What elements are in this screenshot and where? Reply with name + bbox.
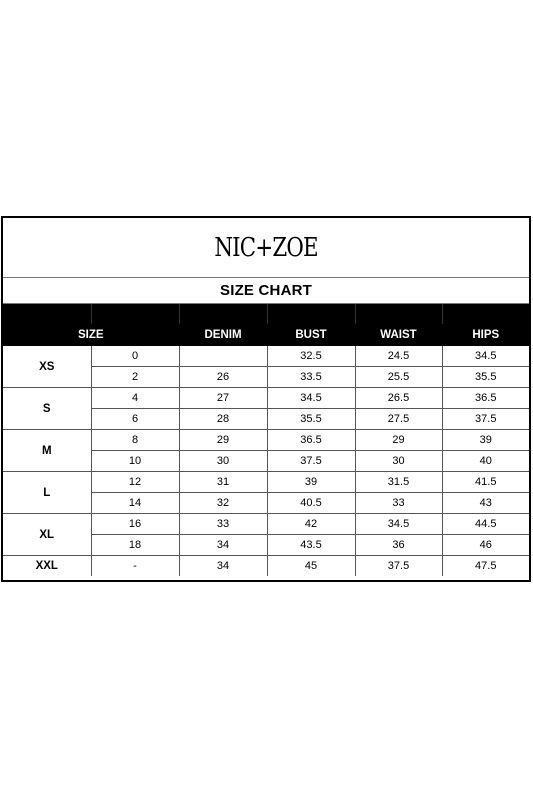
black-spacer-row <box>3 304 529 324</box>
table-row <box>3 556 529 577</box>
table-row <box>3 472 529 493</box>
logo-area <box>3 218 529 278</box>
cell-denim: 28 <box>179 409 267 430</box>
cell-hips: 41.5 <box>442 472 529 493</box>
cell-waist: 34.5 <box>355 514 442 535</box>
cell-denim: 30 <box>179 451 267 472</box>
header-size: SIZE <box>3 325 179 346</box>
cell-hips: 43 <box>442 493 529 514</box>
cell-denim: 34 <box>179 535 267 556</box>
cell-hips: 35.5 <box>442 367 529 388</box>
cell-waist: 24.5 <box>355 346 442 367</box>
cell-denim: 29 <box>179 430 267 451</box>
cell-waist: 37.5 <box>355 556 442 577</box>
size-label: L <box>3 472 91 514</box>
cell-num: 14 <box>91 493 179 514</box>
cell-num: 8 <box>91 430 179 451</box>
table-row <box>3 388 529 409</box>
cell-bust: 45 <box>267 556 355 577</box>
size-table <box>3 324 529 576</box>
cell-waist: 26.5 <box>355 388 442 409</box>
cell-waist: 31.5 <box>355 472 442 493</box>
cell-hips: 39 <box>442 430 529 451</box>
cell-num: 4 <box>91 388 179 409</box>
brand-logo: NIC+ZOE <box>214 232 318 263</box>
size-label: M <box>3 430 91 472</box>
cell-hips: 36.5 <box>442 388 529 409</box>
table-row <box>3 430 529 451</box>
cell-waist: 25.5 <box>355 367 442 388</box>
size-label: XXL <box>3 556 91 577</box>
cell-bust: 39 <box>267 472 355 493</box>
chart-title: SIZE CHART <box>3 278 529 304</box>
table-row <box>3 346 529 367</box>
header-row <box>3 325 529 346</box>
cell-bust: 33.5 <box>267 367 355 388</box>
header-hips: HIPS <box>442 325 529 346</box>
cell-bust: 43.5 <box>267 535 355 556</box>
cell-denim: 32 <box>179 493 267 514</box>
size-chart <box>1 216 531 582</box>
cell-num: 0 <box>91 346 179 367</box>
cell-denim: 27 <box>179 388 267 409</box>
cell-denim: 34 <box>179 556 267 577</box>
cell-bust: 42 <box>267 514 355 535</box>
cell-hips: 40 <box>442 451 529 472</box>
cell-hips: 37.5 <box>442 409 529 430</box>
cell-denim: 26 <box>179 367 267 388</box>
cell-bust: 34.5 <box>267 388 355 409</box>
cell-waist: 29 <box>355 430 442 451</box>
cell-waist: 27.5 <box>355 409 442 430</box>
cell-waist: 33 <box>355 493 442 514</box>
cell-num: - <box>91 556 179 577</box>
cell-hips: 44.5 <box>442 514 529 535</box>
cell-bust: 37.5 <box>267 451 355 472</box>
header-denim: DENIM <box>179 325 267 346</box>
cell-num: 6 <box>91 409 179 430</box>
cell-num: 18 <box>91 535 179 556</box>
cell-denim: 33 <box>179 514 267 535</box>
cell-bust: 32.5 <box>267 346 355 367</box>
cell-hips: 47.5 <box>442 556 529 577</box>
table-body <box>3 346 529 577</box>
header-waist: WAIST <box>355 325 442 346</box>
cell-num: 12 <box>91 472 179 493</box>
cell-num: 2 <box>91 367 179 388</box>
table-row <box>3 514 529 535</box>
cell-waist: 36 <box>355 535 442 556</box>
header-bust: BUST <box>267 325 355 346</box>
cell-bust: 35.5 <box>267 409 355 430</box>
cell-denim: 31 <box>179 472 267 493</box>
size-label: XS <box>3 346 91 388</box>
cell-hips: 34.5 <box>442 346 529 367</box>
cell-denim <box>179 346 267 367</box>
cell-num: 16 <box>91 514 179 535</box>
cell-num: 10 <box>91 451 179 472</box>
cell-bust: 40.5 <box>267 493 355 514</box>
cell-bust: 36.5 <box>267 430 355 451</box>
cell-hips: 46 <box>442 535 529 556</box>
cell-waist: 30 <box>355 451 442 472</box>
size-label: S <box>3 388 91 430</box>
size-label: XL <box>3 514 91 556</box>
